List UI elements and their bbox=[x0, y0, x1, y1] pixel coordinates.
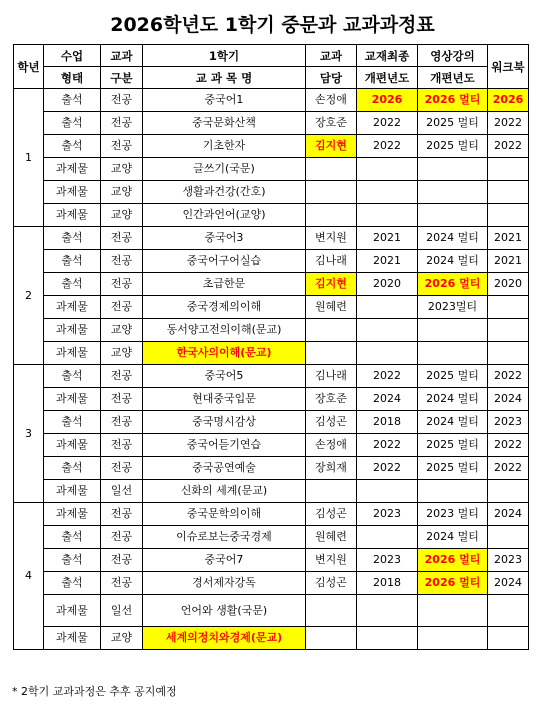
table-row bbox=[14, 411, 529, 434]
course-type-cell: 전공 bbox=[101, 388, 143, 411]
class-mode-cell: 출석 bbox=[44, 549, 101, 572]
textbook-year-cell bbox=[357, 595, 418, 627]
table-row bbox=[14, 365, 529, 388]
course-type-cell: 전공 bbox=[101, 135, 143, 158]
textbook-year-cell bbox=[357, 204, 418, 227]
textbook-year-cell: 2023 bbox=[357, 503, 418, 526]
table-row bbox=[14, 503, 529, 526]
textbook-year-cell: 2018 bbox=[357, 572, 418, 595]
video-year-cell bbox=[418, 595, 488, 627]
course-type-cell: 전공 bbox=[101, 526, 143, 549]
textbook-year-cell: 2022 bbox=[357, 457, 418, 480]
video-year-cell: 2026 멀티 bbox=[418, 89, 488, 112]
video-year-cell: 2023멀티 bbox=[418, 296, 488, 319]
workbook-cell bbox=[488, 319, 529, 342]
table-row bbox=[14, 250, 529, 273]
footnote: * 2학기 교과과정은 추후 공지예정 bbox=[12, 685, 177, 698]
course-name-cell: 기초한자 bbox=[143, 135, 306, 158]
table-row bbox=[14, 112, 529, 135]
class-mode-cell: 출석 bbox=[44, 250, 101, 273]
instructor-cell: 손정애 bbox=[306, 89, 357, 112]
workbook-cell bbox=[488, 627, 529, 650]
table-row bbox=[14, 273, 529, 296]
workbook-cell bbox=[488, 296, 529, 319]
table-row bbox=[14, 549, 529, 572]
instructor-cell bbox=[306, 158, 357, 181]
header-video-bottom: 개편년도 bbox=[418, 67, 488, 89]
table-row bbox=[14, 158, 529, 181]
instructor-cell bbox=[306, 181, 357, 204]
grade-cell: 1 bbox=[14, 89, 44, 227]
course-name-cell: 언어와 생활(국문) bbox=[143, 595, 306, 627]
header-row-2 bbox=[14, 67, 529, 89]
table-row bbox=[14, 89, 529, 112]
textbook-year-cell bbox=[357, 342, 418, 365]
table-row bbox=[14, 204, 529, 227]
grade-cell: 4 bbox=[14, 503, 44, 650]
course-name-cell: 중국어5 bbox=[143, 365, 306, 388]
video-year-cell: 2025 멀티 bbox=[418, 135, 488, 158]
class-mode-cell: 과제물 bbox=[44, 158, 101, 181]
header-workbook: 워크북 bbox=[488, 45, 529, 89]
course-name-cell: 중국문학의이해 bbox=[143, 503, 306, 526]
video-year-cell: 2026 멀티 bbox=[418, 549, 488, 572]
video-year-cell bbox=[418, 181, 488, 204]
workbook-cell bbox=[488, 342, 529, 365]
course-name-cell: 현대중국입문 bbox=[143, 388, 306, 411]
header-course-type-bottom: 구분 bbox=[101, 67, 143, 89]
instructor-cell: 김지현 bbox=[306, 135, 357, 158]
instructor-cell: 김성곤 bbox=[306, 411, 357, 434]
instructor-cell: 장호준 bbox=[306, 112, 357, 135]
video-year-cell: 2025 멀티 bbox=[418, 457, 488, 480]
class-mode-cell: 과제물 bbox=[44, 342, 101, 365]
course-type-cell: 전공 bbox=[101, 112, 143, 135]
video-year-cell: 2024 멀티 bbox=[418, 388, 488, 411]
video-year-cell: 2025 멀티 bbox=[418, 112, 488, 135]
course-name-cell: 인간과언어(교양) bbox=[143, 204, 306, 227]
textbook-year-cell bbox=[357, 319, 418, 342]
course-type-cell: 일선 bbox=[101, 595, 143, 627]
table-row bbox=[14, 388, 529, 411]
textbook-year-cell: 2020 bbox=[357, 273, 418, 296]
course-type-cell: 교양 bbox=[101, 627, 143, 650]
table-row bbox=[14, 572, 529, 595]
workbook-cell bbox=[488, 204, 529, 227]
header-course-type-top: 교과 bbox=[101, 45, 143, 67]
class-mode-cell: 과제물 bbox=[44, 388, 101, 411]
course-name-cell: 동서양고전의이해(문교) bbox=[143, 319, 306, 342]
class-mode-cell: 과제물 bbox=[44, 627, 101, 650]
table-row bbox=[14, 181, 529, 204]
course-type-cell: 전공 bbox=[101, 89, 143, 112]
class-mode-cell: 출석 bbox=[44, 227, 101, 250]
course-type-cell: 전공 bbox=[101, 296, 143, 319]
grade-cell: 2 bbox=[14, 227, 44, 365]
course-type-cell: 전공 bbox=[101, 411, 143, 434]
class-mode-cell: 출석 bbox=[44, 526, 101, 549]
video-year-cell: 2025 멀티 bbox=[418, 434, 488, 457]
instructor-cell bbox=[306, 627, 357, 650]
class-mode-cell: 출석 bbox=[44, 89, 101, 112]
class-mode-cell: 과제물 bbox=[44, 296, 101, 319]
workbook-cell: 2023 bbox=[488, 549, 529, 572]
course-type-cell: 교양 bbox=[101, 204, 143, 227]
header-class-mode-top: 수업 bbox=[44, 45, 101, 67]
instructor-cell: 김나래 bbox=[306, 365, 357, 388]
instructor-cell: 장희재 bbox=[306, 457, 357, 480]
course-name-cell: 중국어듣기연습 bbox=[143, 434, 306, 457]
video-year-cell bbox=[418, 342, 488, 365]
table-row bbox=[14, 526, 529, 549]
class-mode-cell: 과제물 bbox=[44, 503, 101, 526]
workbook-cell: 2021 bbox=[488, 227, 529, 250]
class-mode-cell: 과제물 bbox=[44, 181, 101, 204]
course-name-cell: 글쓰기(국문) bbox=[143, 158, 306, 181]
textbook-year-cell: 2022 bbox=[357, 365, 418, 388]
table-row bbox=[14, 627, 529, 650]
table-row bbox=[14, 595, 529, 627]
table-row bbox=[14, 434, 529, 457]
instructor-cell: 원혜련 bbox=[306, 296, 357, 319]
workbook-cell bbox=[488, 181, 529, 204]
course-name-cell: 중국어3 bbox=[143, 227, 306, 250]
video-year-cell: 2024 멀티 bbox=[418, 227, 488, 250]
textbook-year-cell bbox=[357, 158, 418, 181]
page-title: 2026학년도 1학기 중문과 교과과정표 bbox=[110, 14, 435, 36]
class-mode-cell: 출석 bbox=[44, 572, 101, 595]
header-textbook-bottom: 개편년도 bbox=[357, 67, 418, 89]
video-year-cell: 2024 멀티 bbox=[418, 411, 488, 434]
instructor-cell bbox=[306, 204, 357, 227]
table-row bbox=[14, 296, 529, 319]
textbook-year-cell bbox=[357, 480, 418, 503]
textbook-year-cell: 2022 bbox=[357, 434, 418, 457]
workbook-cell: 2022 bbox=[488, 457, 529, 480]
textbook-year-cell: 2024 bbox=[357, 388, 418, 411]
textbook-year-cell: 2021 bbox=[357, 250, 418, 273]
video-year-cell bbox=[418, 627, 488, 650]
instructor-cell: 변지원 bbox=[306, 549, 357, 572]
textbook-year-cell bbox=[357, 627, 418, 650]
course-name-cell: 중국문화산책 bbox=[143, 112, 306, 135]
instructor-cell: 원혜련 bbox=[306, 526, 357, 549]
video-year-cell bbox=[418, 319, 488, 342]
course-name-cell: 초급한문 bbox=[143, 273, 306, 296]
video-year-cell bbox=[418, 204, 488, 227]
course-type-cell: 전공 bbox=[101, 503, 143, 526]
video-year-cell: 2024 멀티 bbox=[418, 526, 488, 549]
course-type-cell: 전공 bbox=[101, 457, 143, 480]
instructor-cell: 손정애 bbox=[306, 434, 357, 457]
instructor-cell: 김지현 bbox=[306, 273, 357, 296]
textbook-year-cell: 2022 bbox=[357, 135, 418, 158]
course-type-cell: 교양 bbox=[101, 342, 143, 365]
workbook-cell: 2026 bbox=[488, 89, 529, 112]
header-class-mode-bottom: 형태 bbox=[44, 67, 101, 89]
instructor-cell bbox=[306, 342, 357, 365]
course-name-cell: 중국경제의이해 bbox=[143, 296, 306, 319]
course-name-cell: 경서제자강독 bbox=[143, 572, 306, 595]
textbook-year-cell bbox=[357, 296, 418, 319]
course-name-cell: 중국공연예술 bbox=[143, 457, 306, 480]
header-textbook-top: 교재최종 bbox=[357, 45, 418, 67]
table-row bbox=[14, 480, 529, 503]
workbook-cell bbox=[488, 158, 529, 181]
course-name-cell: 한국사의이해(문교) bbox=[143, 342, 306, 365]
course-type-cell: 교양 bbox=[101, 158, 143, 181]
video-year-cell: 2023 멀티 bbox=[418, 503, 488, 526]
header-grade: 학년 bbox=[14, 45, 44, 89]
class-mode-cell: 출석 bbox=[44, 273, 101, 296]
textbook-year-cell: 2021 bbox=[357, 227, 418, 250]
class-mode-cell: 출석 bbox=[44, 135, 101, 158]
table-row bbox=[14, 227, 529, 250]
header-row-1 bbox=[14, 45, 529, 67]
video-year-cell bbox=[418, 158, 488, 181]
workbook-cell bbox=[488, 480, 529, 503]
course-name-cell: 이슈로보는중국경제 bbox=[143, 526, 306, 549]
workbook-cell bbox=[488, 595, 529, 627]
instructor-cell: 장호준 bbox=[306, 388, 357, 411]
course-type-cell: 전공 bbox=[101, 227, 143, 250]
table-row bbox=[14, 319, 529, 342]
workbook-cell: 2023 bbox=[488, 411, 529, 434]
workbook-cell: 2020 bbox=[488, 273, 529, 296]
class-mode-cell: 출석 bbox=[44, 457, 101, 480]
workbook-cell bbox=[488, 526, 529, 549]
textbook-year-cell: 2026 bbox=[357, 89, 418, 112]
header-course-name: 교 과 목 명 bbox=[143, 67, 306, 89]
workbook-cell: 2021 bbox=[488, 250, 529, 273]
class-mode-cell: 출석 bbox=[44, 112, 101, 135]
header-video-top: 영상강의 bbox=[418, 45, 488, 67]
course-name-cell: 중국어구어실습 bbox=[143, 250, 306, 273]
course-name-cell: 중국어7 bbox=[143, 549, 306, 572]
workbook-cell: 2024 bbox=[488, 388, 529, 411]
workbook-cell: 2022 bbox=[488, 434, 529, 457]
class-mode-cell: 출석 bbox=[44, 365, 101, 388]
class-mode-cell: 과제물 bbox=[44, 480, 101, 503]
table-row bbox=[14, 135, 529, 158]
curriculum-table bbox=[13, 44, 529, 650]
class-mode-cell: 과제물 bbox=[44, 434, 101, 457]
header-semester: 1학기 bbox=[143, 45, 306, 67]
instructor-cell: 김성곤 bbox=[306, 503, 357, 526]
header-instructor-bottom: 담당 bbox=[306, 67, 357, 89]
course-type-cell: 전공 bbox=[101, 434, 143, 457]
table-row bbox=[14, 342, 529, 365]
instructor-cell bbox=[306, 480, 357, 503]
video-year-cell bbox=[418, 480, 488, 503]
workbook-cell: 2024 bbox=[488, 503, 529, 526]
textbook-year-cell: 2022 bbox=[357, 112, 418, 135]
class-mode-cell: 과제물 bbox=[44, 204, 101, 227]
video-year-cell: 2026 멀티 bbox=[418, 572, 488, 595]
textbook-year-cell bbox=[357, 526, 418, 549]
workbook-cell: 2022 bbox=[488, 365, 529, 388]
workbook-cell: 2022 bbox=[488, 112, 529, 135]
video-year-cell: 2024 멀티 bbox=[418, 250, 488, 273]
workbook-cell: 2024 bbox=[488, 572, 529, 595]
course-name-cell: 신화의 세계(문교) bbox=[143, 480, 306, 503]
header-instructor-top: 교과 bbox=[306, 45, 357, 67]
course-type-cell: 전공 bbox=[101, 572, 143, 595]
course-type-cell: 전공 bbox=[101, 250, 143, 273]
instructor-cell: 변지원 bbox=[306, 227, 357, 250]
class-mode-cell: 과제물 bbox=[44, 595, 101, 627]
table-row bbox=[14, 457, 529, 480]
course-name-cell: 중국어1 bbox=[143, 89, 306, 112]
grade-cell: 3 bbox=[14, 365, 44, 503]
video-year-cell: 2025 멀티 bbox=[418, 365, 488, 388]
instructor-cell bbox=[306, 319, 357, 342]
class-mode-cell: 출석 bbox=[44, 411, 101, 434]
textbook-year-cell: 2018 bbox=[357, 411, 418, 434]
course-type-cell: 교양 bbox=[101, 181, 143, 204]
course-type-cell: 전공 bbox=[101, 273, 143, 296]
video-year-cell: 2026 멀티 bbox=[418, 273, 488, 296]
instructor-cell: 김나래 bbox=[306, 250, 357, 273]
textbook-year-cell: 2023 bbox=[357, 549, 418, 572]
course-name-cell: 세계의정치와경제(문교) bbox=[143, 627, 306, 650]
course-type-cell: 일선 bbox=[101, 480, 143, 503]
instructor-cell: 김성곤 bbox=[306, 572, 357, 595]
course-type-cell: 전공 bbox=[101, 549, 143, 572]
course-name-cell: 생활과건강(간호) bbox=[143, 181, 306, 204]
textbook-year-cell bbox=[357, 181, 418, 204]
class-mode-cell: 과제물 bbox=[44, 319, 101, 342]
instructor-cell bbox=[306, 595, 357, 627]
course-type-cell: 전공 bbox=[101, 365, 143, 388]
course-name-cell: 중국명시감상 bbox=[143, 411, 306, 434]
workbook-cell: 2022 bbox=[488, 135, 529, 158]
course-type-cell: 교양 bbox=[101, 319, 143, 342]
